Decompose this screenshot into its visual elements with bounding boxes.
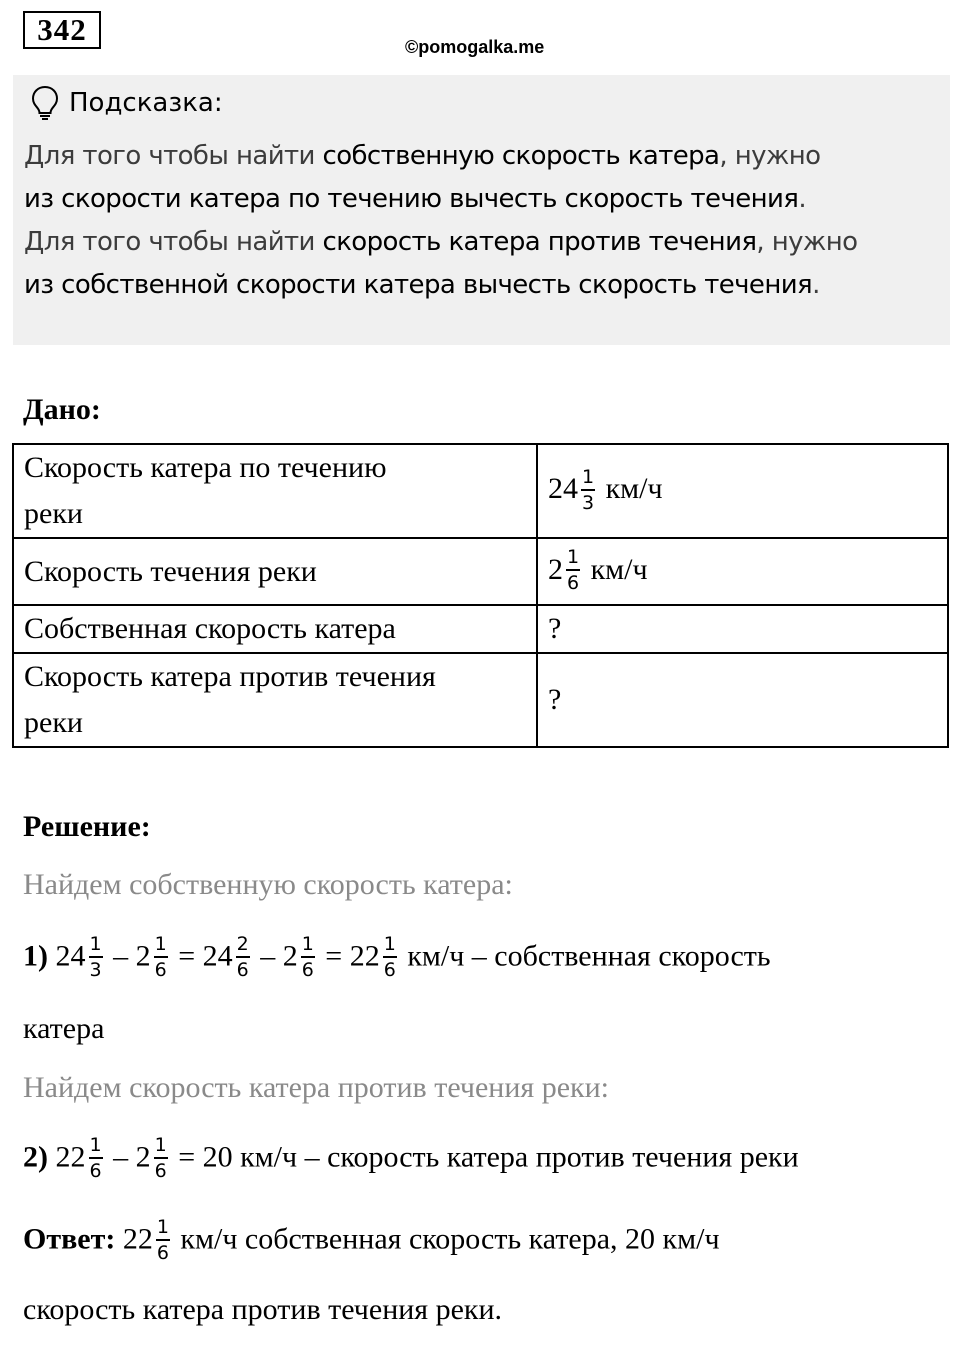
answer-line: [23, 1217, 720, 1266]
denominator: 6: [567, 572, 580, 595]
table-cell-value: [537, 605, 948, 653]
cell-text: Скорость катера против течения: [24, 660, 436, 693]
table-cell-name: [13, 605, 537, 653]
math-term: 24: [55, 939, 86, 973]
table-row: [13, 653, 948, 747]
hint-text-normal: , нужно: [756, 227, 858, 257]
numerator: 1: [89, 933, 103, 958]
cell-text: реки: [24, 497, 83, 530]
hint-title: [31, 85, 223, 121]
hint-box: [13, 75, 950, 345]
denominator: 6: [154, 959, 167, 981]
hint-text-normal: .: [798, 184, 806, 214]
step1-intro: Найдем собственную скорость катера:: [23, 868, 513, 901]
denominator: 6: [301, 959, 314, 981]
step-description: км/ч – собственная скорость: [407, 939, 771, 973]
cell-value: ?: [548, 612, 562, 645]
hint-text-emphasis: из собственной скорости катера вычесть скорость течения: [24, 270, 813, 300]
denominator: 6: [89, 1160, 102, 1182]
cell-value: ?: [548, 683, 562, 716]
numerator: 1: [581, 466, 595, 491]
step1-continuation: катера: [23, 1012, 105, 1045]
fraction: [154, 933, 168, 982]
answer-continuation: скорость катера против течения реки.: [23, 1293, 503, 1326]
solution-label: Решение:: [23, 810, 151, 843]
step2-equation: [23, 1135, 799, 1184]
math-term: 22: [122, 1222, 153, 1256]
hint-text-emphasis: из скорости катера по течению вычесть скорость течения: [24, 184, 799, 214]
problem-number: 342: [23, 11, 101, 49]
table-cell-value: [537, 653, 948, 747]
table-cell-value: [537, 444, 948, 538]
numerator: 1: [154, 933, 168, 958]
step1-equation: [23, 934, 771, 983]
denominator: 3: [89, 959, 102, 981]
fraction: [89, 933, 103, 982]
denominator: 6: [383, 959, 396, 981]
fraction: [566, 546, 580, 595]
math-term: = 24: [178, 939, 233, 973]
cell-text: Собственная скорость катера: [24, 612, 396, 645]
unit: км/ч: [590, 552, 648, 586]
hint-title-text: Подсказка:: [69, 88, 223, 118]
math-term: 22: [55, 1140, 86, 1174]
table-cell-value: [537, 538, 948, 605]
answer-label: Ответ:: [23, 1222, 116, 1256]
fraction: [89, 1134, 103, 1183]
cell-text: реки: [24, 706, 83, 739]
math-term: – 2: [113, 939, 151, 973]
table-row: [13, 605, 948, 653]
numerator: 1: [566, 546, 580, 571]
denominator: 6: [156, 1242, 169, 1264]
fraction: [383, 933, 397, 982]
answer-text: км/ч собственная скорость катера, 20 км/ч: [180, 1222, 720, 1256]
denominator: 6: [154, 1160, 167, 1182]
hint-text-emphasis: собственную скорость катера: [322, 141, 720, 171]
table-cell-name: [13, 538, 537, 605]
whole-part: 2: [548, 552, 563, 586]
step-marker: 2): [23, 1140, 48, 1174]
hint-line-3: [24, 221, 944, 264]
fraction: [156, 1216, 170, 1265]
math-term: = 22: [325, 939, 380, 973]
cell-text: Скорость катера по течению: [24, 451, 387, 484]
hint-line-4: [24, 264, 944, 307]
hint-text-normal: Для того чтобы найти: [24, 227, 323, 257]
fraction: [301, 933, 315, 982]
given-label: Дано:: [23, 393, 101, 426]
numerator: 1: [383, 933, 397, 958]
lightbulb-icon: [31, 85, 59, 121]
hint-text-normal: .: [812, 270, 820, 300]
fraction: [581, 466, 595, 515]
whole-part: 24: [548, 472, 578, 506]
numerator: 2: [236, 933, 250, 958]
step-description: = 20 км/ч – скорость катера против течения реки: [178, 1140, 799, 1174]
denominator: 6: [236, 959, 249, 981]
hint-text-normal: Для того чтобы найти: [24, 141, 323, 171]
numerator: 1: [89, 1134, 103, 1159]
numerator: 1: [154, 1134, 168, 1159]
denominator: 3: [582, 491, 595, 514]
table-cell-name: [13, 444, 537, 538]
hint-text-normal: , нужно: [719, 141, 821, 171]
numerator: 1: [156, 1216, 170, 1241]
hint-text: [24, 135, 944, 307]
hint-line-2: [24, 178, 944, 221]
unit: км/ч: [605, 472, 663, 506]
fraction: [236, 933, 250, 982]
fraction: [154, 1134, 168, 1183]
step2-intro: Найдем скорость катера против течения реки:: [23, 1071, 609, 1104]
math-term: – 2: [260, 939, 298, 973]
math-term: – 2: [113, 1140, 151, 1174]
numerator: 1: [301, 933, 315, 958]
table-row: [13, 538, 948, 605]
table-row: [13, 444, 948, 538]
watermark: ©pomogalka.me: [405, 37, 545, 57]
cell-text: Скорость течения реки: [24, 554, 317, 588]
given-table: [12, 443, 949, 748]
hint-line-1: [24, 135, 944, 178]
step-marker: 1): [23, 939, 48, 973]
table-cell-name: [13, 653, 537, 747]
hint-text-emphasis: скорость катера против течения: [322, 227, 757, 257]
